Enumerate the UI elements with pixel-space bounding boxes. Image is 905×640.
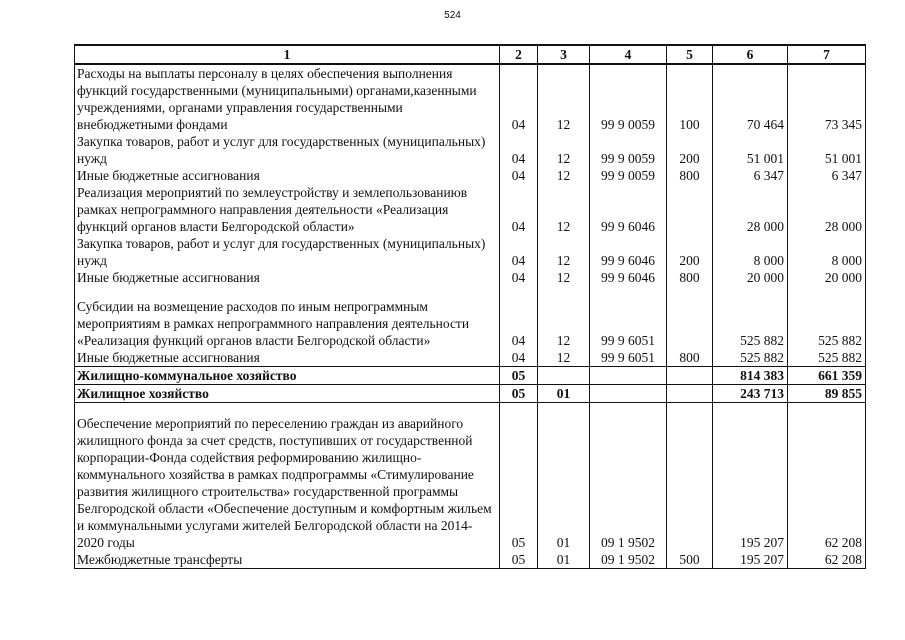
page-number: 524 (444, 10, 461, 21)
row-target-code: 99 9 6046 (590, 269, 667, 286)
row-subsection-code (538, 367, 590, 385)
row-expense-type: 200 (667, 235, 713, 269)
row-target-code: 99 9 6046 (590, 235, 667, 269)
row-amount-year2: 73 345 (788, 64, 866, 133)
row-amount-year1: 814 383 (713, 367, 788, 385)
col-header-2: 2 (500, 45, 538, 64)
row-amount-year1: 70 464 (713, 64, 788, 133)
row-subsection-code: 01 (538, 551, 590, 569)
row-section-code: 04 (500, 133, 538, 167)
table-row (75, 403, 866, 552)
row-expense-type: 800 (667, 167, 713, 184)
row-amount-year1: 243 713 (713, 385, 788, 403)
row-amount-year1: 525 882 (713, 349, 788, 367)
row-description: Обеспечение мероприятий по переселению граждан из аварийного жилищного фонда за счет средств, поступивших от государственной корпорации-Фонда содействия реформированию жилищно-коммунального хозяйства в рамках подпрограммы «Стимулирование развития жилищного строительства» государственной программы Белгородской области «Обеспечение доступным и комфортным жильем и коммунальными услугами жителей Белгородской области на 2014-2020 годы (75, 403, 500, 552)
row-target-code: 09 1 9502 (590, 403, 667, 552)
row-amount-year2: 20 000 (788, 269, 866, 286)
row-amount-year2: 661 359 (788, 367, 866, 385)
row-section-code: 04 (500, 235, 538, 269)
row-description: Закупка товаров, работ и услуг для государственных (муниципальных) нужд (75, 133, 500, 167)
col-header-6: 6 (713, 45, 788, 64)
row-description: Иные бюджетные ассигнования (75, 269, 500, 286)
row-target-code: 99 9 6051 (590, 349, 667, 367)
col-header-7: 7 (788, 45, 866, 64)
row-amount-year2: 8 000 (788, 235, 866, 269)
table-body (75, 64, 866, 569)
row-amount-year1: 28 000 (713, 184, 788, 235)
row-amount-year2: 89 855 (788, 385, 866, 403)
row-section-code: 04 (500, 184, 538, 235)
row-description: Межбюджетные трансферты (75, 551, 500, 569)
row-description: Реализация мероприятий по землеустройству и землепользованиюв рамках непрограммного направления деятельности «Реализация функций органов власти Белгородской области» (75, 184, 500, 235)
row-amount-year1: 6 347 (713, 167, 788, 184)
table-row (75, 167, 866, 184)
header-row (75, 45, 866, 64)
table-row (75, 64, 866, 133)
row-amount-year2: 6 347 (788, 167, 866, 184)
row-subsection-code: 12 (538, 184, 590, 235)
row-section-code: 04 (500, 167, 538, 184)
row-section-code: 05 (500, 385, 538, 403)
row-subsection-code: 12 (538, 64, 590, 133)
row-expense-type (667, 184, 713, 235)
table-row (75, 184, 866, 235)
row-target-code: 99 9 6051 (590, 286, 667, 349)
row-target-code: 99 9 0059 (590, 133, 667, 167)
row-description: Расходы на выплаты персоналу в целях обеспечения выполнения функций государственными (муниципальными) органами,казенными учреждениями, органами управления государственными внебюджетными фондами (75, 64, 500, 133)
row-description: Жилищно-коммунальное хозяйство (75, 367, 500, 385)
row-target-code: 09 1 9502 (590, 551, 667, 569)
row-section-code: 05 (500, 551, 538, 569)
row-section-code: 04 (500, 64, 538, 133)
row-subsection-code: 01 (538, 385, 590, 403)
table-row (75, 367, 866, 385)
row-amount-year2: 525 882 (788, 286, 866, 349)
row-target-code (590, 367, 667, 385)
row-amount-year2: 28 000 (788, 184, 866, 235)
row-description: Иные бюджетные ассигнования (75, 349, 500, 367)
row-expense-type: 100 (667, 64, 713, 133)
row-expense-type (667, 403, 713, 552)
budget-table (74, 44, 866, 569)
row-subsection-code: 12 (538, 286, 590, 349)
row-description: Субсидии на возмещение расходов по иным непрограммным мероприятиям в рамках непрограммного направления деятельности «Реализация функций органов власти Белгородской области» (75, 286, 500, 349)
col-header-5: 5 (667, 45, 713, 64)
row-target-code: 99 9 6046 (590, 184, 667, 235)
table-row (75, 235, 866, 269)
table-row (75, 551, 866, 569)
row-description: Закупка товаров, работ и услуг для государственных (муниципальных) нужд (75, 235, 500, 269)
row-target-code (590, 385, 667, 403)
row-section-code: 04 (500, 269, 538, 286)
row-target-code: 99 9 0059 (590, 167, 667, 184)
row-section-code: 05 (500, 403, 538, 552)
row-subsection-code: 12 (538, 167, 590, 184)
row-section-code: 04 (500, 286, 538, 349)
row-amount-year2: 525 882 (788, 349, 866, 367)
row-section-code: 04 (500, 349, 538, 367)
row-amount-year1: 8 000 (713, 235, 788, 269)
row-subsection-code: 12 (538, 235, 590, 269)
row-amount-year1: 20 000 (713, 269, 788, 286)
row-amount-year1: 51 001 (713, 133, 788, 167)
row-expense-type: 500 (667, 551, 713, 569)
row-expense-type: 800 (667, 349, 713, 367)
row-target-code: 99 9 0059 (590, 64, 667, 133)
table-row (75, 286, 866, 349)
row-amount-year2: 51 001 (788, 133, 866, 167)
row-subsection-code: 12 (538, 133, 590, 167)
row-amount-year1: 195 207 (713, 551, 788, 569)
row-description: Иные бюджетные ассигнования (75, 167, 500, 184)
row-subsection-code: 12 (538, 349, 590, 367)
col-header-1: 1 (75, 45, 500, 64)
row-amount-year2: 62 208 (788, 403, 866, 552)
row-subsection-code: 01 (538, 403, 590, 552)
col-header-4: 4 (590, 45, 667, 64)
table-row (75, 385, 866, 403)
table-row (75, 349, 866, 367)
row-expense-type (667, 286, 713, 349)
row-expense-type: 800 (667, 269, 713, 286)
row-description: Жилищное хозяйство (75, 385, 500, 403)
row-amount-year1: 525 882 (713, 286, 788, 349)
row-section-code: 05 (500, 367, 538, 385)
table-row (75, 269, 866, 286)
row-expense-type (667, 367, 713, 385)
row-amount-year1: 195 207 (713, 403, 788, 552)
row-expense-type: 200 (667, 133, 713, 167)
col-header-3: 3 (538, 45, 590, 64)
table-row (75, 133, 866, 167)
row-expense-type (667, 385, 713, 403)
row-amount-year2: 62 208 (788, 551, 866, 569)
row-subsection-code: 12 (538, 269, 590, 286)
